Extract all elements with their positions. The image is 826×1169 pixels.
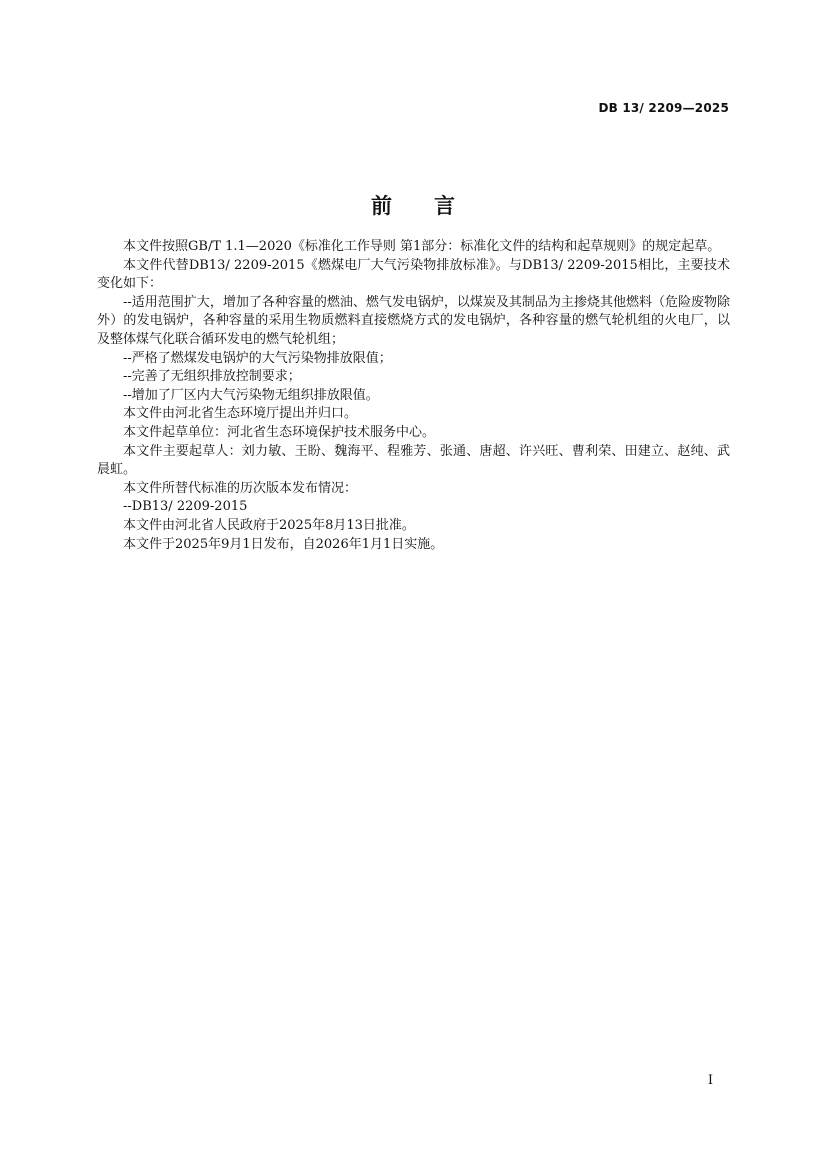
paragraph-drafting-unit: 本文件起草单位：河北省生态环境保护技术服务中心。 (123, 424, 436, 440)
paragraph-change-scope: --适用范围扩大，增加了各种容量的燃油、燃气发电锅炉，以煤炭及其制品为主掺烧其他燃料（危险废物除外）的发电锅炉，各种容量的采用生物质燃料直接燃烧方式的发电锅炉，各种容量的燃气轮机组的火电厂，以及整体煤气化联合循环发电的燃气轮机组； (97, 294, 730, 347)
paragraph-approval: 本文件由河北省人民政府于2025年8月13日批准。 (123, 517, 415, 533)
paragraph-replacement: 本文件代替DB13/ 2209-2015《燃煤电厂大气污染物排放标准》。与DB13/ 2209-2015相比，主要技术变化如下： (97, 257, 730, 292)
foreword-body (97, 238, 730, 554)
title-char-1: 前 (371, 194, 392, 218)
paragraph-drafting-basis: 本文件按照GB/T 1.1—2020《标准化工作导则 第1部分：标准化文件的结构和起草规则》的规定起草。 (123, 239, 721, 254)
paragraph-change-limits: --严格了燃煤发电锅炉的大气污染物排放限值； (123, 350, 392, 366)
paragraph-proposer: 本文件由河北省生态环境厅提出并归口。 (123, 406, 358, 422)
paragraph-publication: 本文件于2025年9月1日发布，自2026年1月1日实施。 (123, 536, 444, 552)
paragraph-history-intro: 本文件所替代标准的历次版本发布情况： (123, 480, 358, 496)
title-char-2: 言 (434, 194, 455, 218)
page-number: I (707, 1073, 713, 1088)
page-title (0, 190, 826, 220)
paragraph-change-fugitive: --完善了无组织排放控制要求； (123, 369, 301, 385)
paragraph-drafters: 本文件主要起草人：刘力敏、王盼、魏海平、程雅芳、张通、唐超、许兴旺、曹利荣、田建立、赵纯、武晨虹。 (97, 443, 730, 478)
document-code: DB 13/ 2209—2025 (598, 101, 729, 115)
paragraph-history-item: --DB13/ 2209-2015 (123, 499, 248, 515)
paragraph-change-plant-area: --增加了厂区内大气污染物无组织排放限值。 (123, 387, 379, 403)
